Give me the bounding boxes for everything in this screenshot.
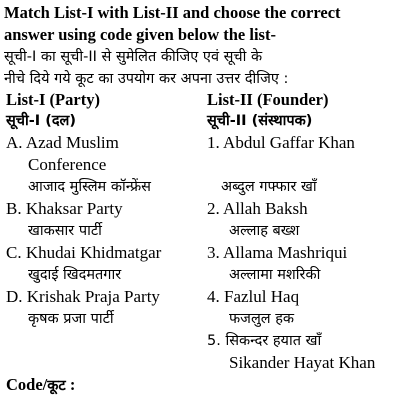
list-2-heading-hi: सूची-II (संस्थापक) — [207, 113, 313, 129]
code-label-colon: : — [69, 375, 76, 394]
code-label-en: Code/ — [6, 375, 48, 394]
list-1-item-d-en: D. Krishak Praja Party — [6, 287, 160, 306]
list-1 — [6, 90, 206, 327]
list-2-item-1-hi: अब्दुल गफ्फार खाँ — [221, 179, 317, 195]
list-2-item-5-en: Sikander Hayat Khan — [229, 353, 376, 372]
list-2-item-4-en: 4. Fazlul Haq — [207, 287, 300, 306]
list-2-item-5-hi: 5. सिकन्दर हयात खाँ — [207, 333, 322, 349]
list-2-item-2-en: 2. Allah Baksh — [207, 199, 308, 218]
question-line-en-1: Match List-I with List-II and choose the correct — [4, 3, 341, 22]
list-1-item-b-en: B. Khaksar Party — [6, 199, 123, 218]
list-2-heading-en: List-II (Founder) — [207, 90, 329, 109]
list-1-item-a-en-cont: Conference — [28, 155, 107, 174]
list-1-item-b — [6, 198, 123, 242]
question-line-hi-2: नीचे दिये गये कूट का उपयोग कर अपना उत्तर दीजिए : — [4, 71, 289, 87]
question-line-en-2: answer using code given below the list- — [4, 25, 276, 44]
list-2-item-2-hi: अल्लाह बख्श — [229, 223, 300, 239]
list-1-item-a — [6, 132, 151, 198]
list-2-item-4-hi: फजलुल हक — [229, 311, 295, 327]
list-2-item-3-en: 3. Allama Mashriqui — [207, 243, 348, 262]
list-2-item-2 — [207, 198, 308, 242]
code-label-hi: कूट — [47, 378, 66, 394]
list-2 — [207, 90, 413, 372]
list-1-item-d-hi: कृषक प्रजा पार्टी — [28, 311, 114, 327]
list-1-item-b-hi: खाकसार पार्टी — [28, 223, 102, 239]
question-text — [4, 2, 409, 90]
list-2-item-1 — [207, 132, 355, 198]
list-1-heading-hi: सूची-I (दल) — [6, 113, 77, 129]
list-1-item-a-en: A. Azad Muslim — [6, 133, 119, 152]
list-2-item-3-hi: अल्लामा मशरिकी — [229, 267, 321, 283]
question-line-hi-1: सूची-I का सूची-II से सुमेलित कीजिए एवं सूची के — [4, 49, 263, 65]
code-label — [6, 374, 75, 397]
list-2-item-1-en: 1. Abdul Gaffar Khan — [207, 133, 355, 152]
list-1-item-a-hi: आजाद मुस्लिम कॉन्फ्रेंस — [28, 179, 151, 195]
list-2-item-4 — [207, 286, 299, 330]
list-2-item-3 — [207, 242, 347, 286]
list-1-item-c-hi: खुदाई खिदमतगार — [28, 267, 122, 283]
list-1-heading-en: List-I (Party) — [6, 90, 100, 109]
list-1-item-c — [6, 242, 161, 286]
list-2-item-5 — [207, 330, 375, 374]
list-1-item-d — [6, 286, 160, 330]
list-1-item-c-en: C. Khudai Khidmatgar — [6, 243, 162, 262]
